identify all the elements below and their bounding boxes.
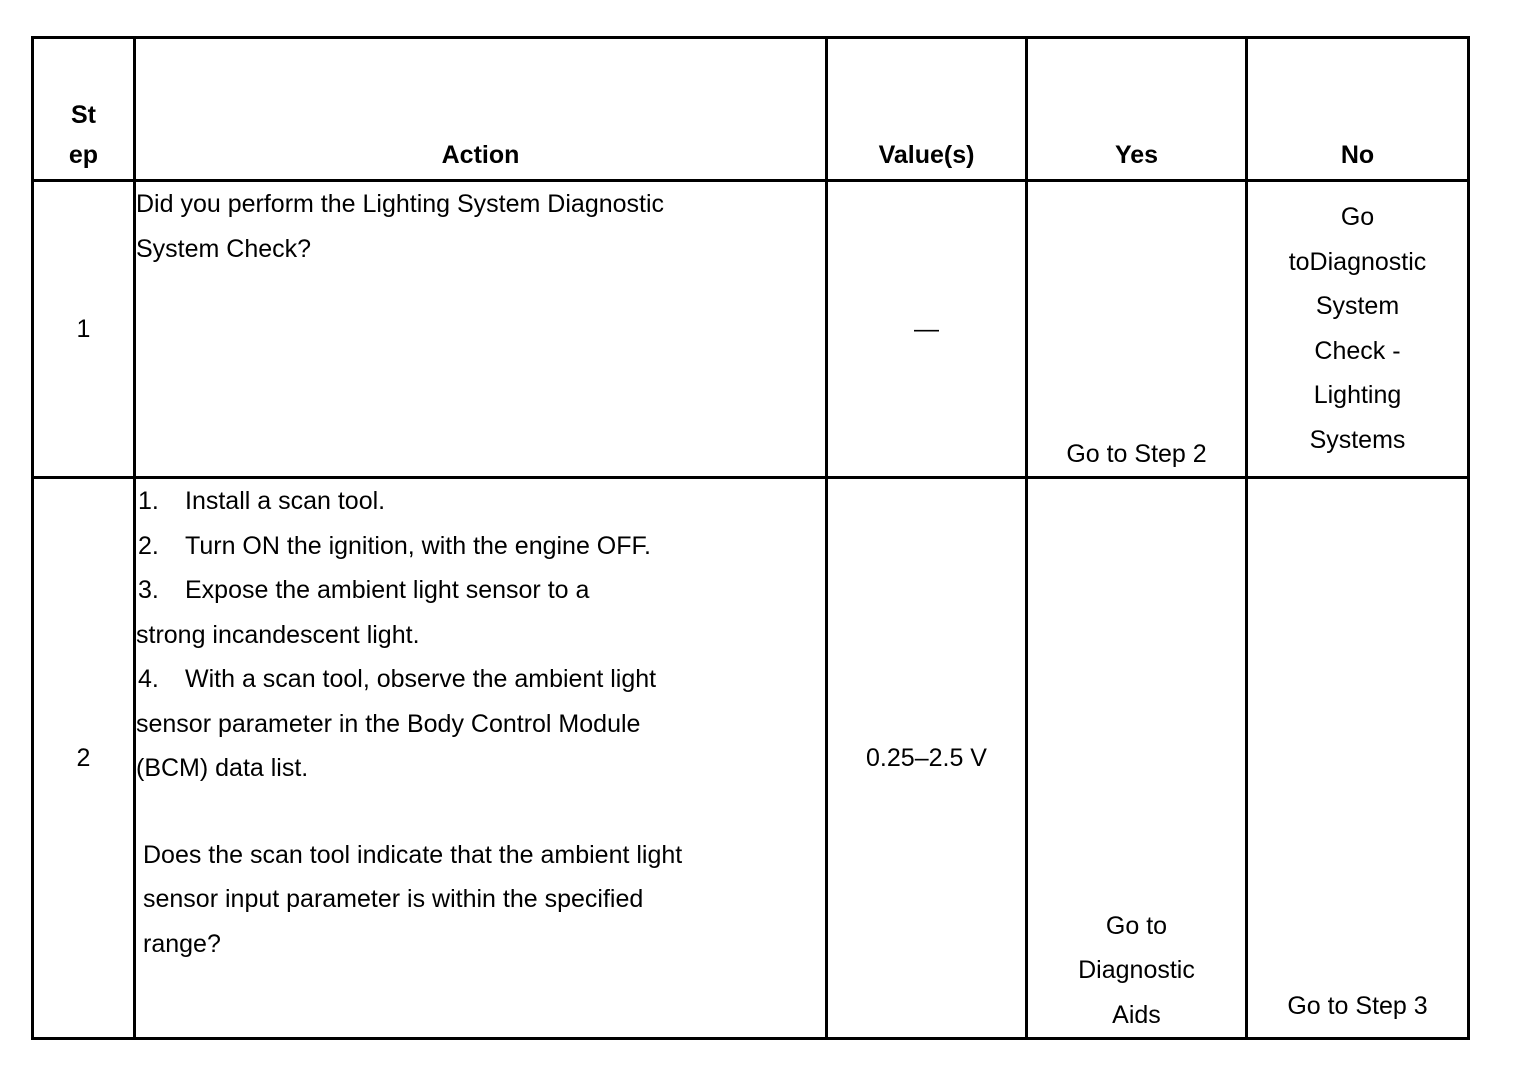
action-cell (135, 478, 827, 1039)
value-cell: — (827, 181, 1027, 478)
procedure-step: 3. Expose the ambient light sensor to a strong incandescent light. (136, 576, 590, 649)
action-cell: Did you perform the Lighting System Diagnostic System Check? (135, 181, 827, 478)
header-yes: Yes (1027, 38, 1247, 181)
header-action: Action (135, 38, 827, 181)
no-cell: Go toDiagnostic System Check - Lighting Systems (1247, 181, 1469, 478)
question-text: Does the scan tool indicate that the ambient light sensor input parameter is within the specified range? (143, 840, 683, 958)
value-cell: 0.25–2.5 V (827, 478, 1027, 1039)
procedure-step: 2. Turn ON the ignition, with the engine OFF. (138, 531, 651, 560)
step-number: 2 (33, 478, 135, 1039)
header-values: Value(s) (827, 38, 1027, 181)
diagnostic-table (31, 36, 1470, 1040)
header-step: St ep (33, 38, 135, 181)
yes-cell: Go to Diagnostic Aids (1027, 478, 1247, 1039)
table-row (33, 478, 1469, 1039)
procedure-step: 4. With a scan tool, observe the ambient light sensor parameter in the Body Control Module (BCM) data list. (136, 665, 657, 782)
yes-cell: Go to Step 2 (1027, 181, 1247, 478)
procedure-step: 1. Install a scan tool. (138, 487, 386, 515)
header-row (33, 38, 1469, 181)
header-no: No (1247, 38, 1469, 181)
step-number: 1 (33, 181, 135, 478)
no-cell: Go to Step 3 (1247, 478, 1469, 1039)
table-row (33, 181, 1469, 478)
